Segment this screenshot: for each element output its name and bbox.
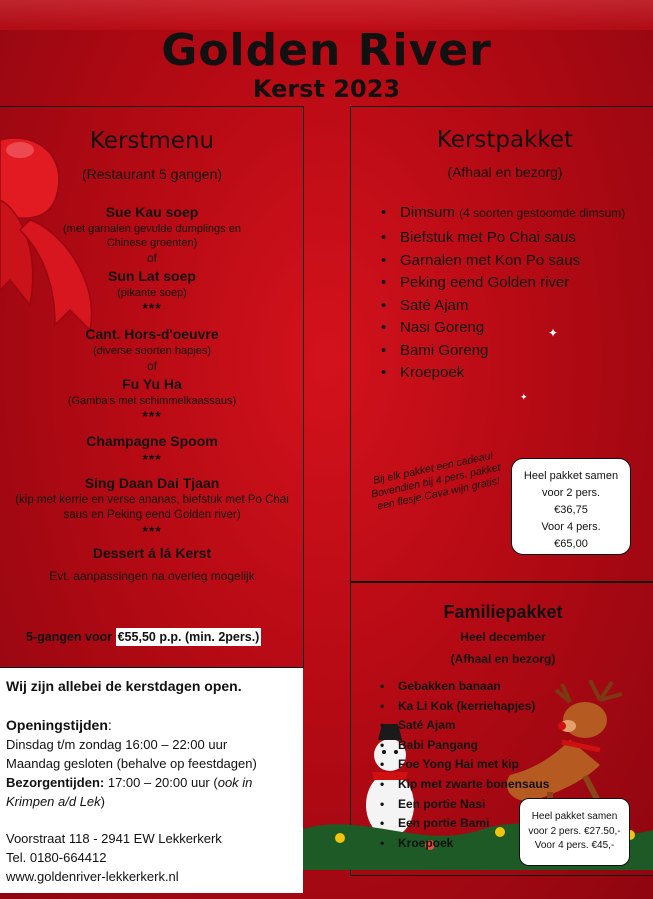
list-item: • Peking eend Golden river bbox=[373, 272, 643, 295]
info-box bbox=[0, 668, 303, 893]
kerstmenu-title: Kerstmenu bbox=[89, 128, 215, 154]
kerstmenu-courses bbox=[0, 202, 304, 584]
list-item: • Biefstuk met Po Chai saus bbox=[373, 227, 643, 250]
page-title: Golden River bbox=[161, 25, 492, 76]
list-item: • Garnalen met Kon Po saus bbox=[373, 250, 643, 273]
item-extra: (4 soorten gestoomde dimsum) bbox=[459, 206, 626, 220]
hours-line: Dinsdag t/m zondag 16:00 – 22:00 uur bbox=[6, 737, 228, 752]
course-or: of bbox=[146, 251, 157, 265]
course-separator: *** bbox=[142, 523, 162, 539]
delivery-label: Bezorgentijden: bbox=[6, 775, 105, 790]
price-line: Heel pakket samen bbox=[531, 811, 618, 822]
course-separator: *** bbox=[142, 451, 162, 467]
course-desc: (kip met kerrie en verse ananas, biefstuk met Po Chai saus en Peking eend Golden river) bbox=[15, 494, 289, 521]
course-desc: (pikante soep) bbox=[117, 287, 187, 299]
list-item: • Gebakken banaan bbox=[350, 677, 653, 697]
list-item: • Saté Ajam bbox=[373, 295, 643, 318]
course-separator: *** bbox=[142, 300, 162, 316]
kerstpakket-list bbox=[373, 204, 643, 385]
address: Voorstraat 118 - 2941 EW Lekkerkerk bbox=[6, 831, 222, 846]
gift-note: Bij elk pakket een cadeau! Bovendien bij 4 pers. pakket een flesje Cava wijn gratis! bbox=[370, 449, 502, 513]
course-desc: (met garnalen gevulde dumplings en Chinese groenten) bbox=[63, 223, 241, 249]
delivery-times bbox=[6, 773, 297, 811]
list-item: • Bami Goreng bbox=[373, 340, 643, 363]
delivery-time: 17:00 – 20:00 uur ( bbox=[104, 775, 218, 790]
familiepakket-title: Familiepakket bbox=[443, 602, 563, 622]
kerstmenu-price bbox=[26, 630, 261, 644]
course-name: Sun Lat soep bbox=[108, 268, 196, 284]
item-name: Dimsum bbox=[400, 204, 455, 221]
price-line: Heel pakket samen bbox=[523, 470, 619, 482]
price-line: voor 2 pers. €27.50,- bbox=[528, 825, 621, 837]
sparkle-icon: ✦ bbox=[520, 392, 528, 402]
hours-colon: : bbox=[107, 717, 112, 733]
course-name: Sing Daan Dai Tjaan bbox=[84, 475, 220, 491]
price-prefix: 5-gangen voor bbox=[26, 630, 113, 644]
open-days: Wij zijn allebei de kerstdagen open. bbox=[6, 678, 242, 694]
price-line: Voor 4 pers. bbox=[541, 521, 601, 533]
price-line: €36,75 bbox=[554, 504, 588, 516]
price-line: €65,00 bbox=[554, 538, 588, 550]
kerstmenu-subtitle: (Restaurant 5 gangen) bbox=[81, 166, 223, 182]
delivery-area: ook in Krimpen a/d Lek bbox=[6, 775, 253, 809]
sparkle-icon: ✦ bbox=[548, 326, 559, 340]
course-name: Fu Yu Ha bbox=[122, 376, 182, 392]
kerstmenu-note: Evt. aanpassingen na overleg mogelijk bbox=[49, 569, 255, 583]
list-item: • Een portie Nasi bbox=[350, 795, 653, 815]
page-subtitle: Kerst 2023 bbox=[252, 75, 401, 103]
list-item: • Foe Yong Hai met kip bbox=[350, 755, 653, 775]
list-item: • Een portie Bami bbox=[350, 814, 653, 834]
hours-line: Maandag gesloten (behalve op feestdagen) bbox=[6, 756, 257, 771]
phone: Tel. 0180-664412 bbox=[6, 850, 107, 865]
course-name: Cant. Hors-d'oeuvre bbox=[85, 326, 219, 342]
price-line: Voor 4 pers. €45,- bbox=[534, 840, 615, 851]
list-item: • Kroepoek bbox=[350, 834, 653, 854]
price-line: voor 2 pers. bbox=[541, 487, 601, 499]
price-highlight: €55,50 p.p. (min. 2pers.) bbox=[117, 630, 260, 644]
course-or: of bbox=[146, 359, 157, 373]
hours-heading bbox=[6, 715, 297, 735]
website-link[interactable]: www.goldenriver-lekkerkerk.nl bbox=[6, 869, 179, 884]
kerstpakket-pricebox bbox=[511, 458, 631, 555]
familiepakket-subtitle: Heel december bbox=[460, 630, 546, 644]
course-separator: *** bbox=[142, 408, 162, 424]
list-item: • Ka Li Kok (kerriehapjes) bbox=[350, 697, 653, 717]
delivery-close: ) bbox=[100, 794, 106, 809]
familiepakket-subtitle-2: (Afhaal en bezorg) bbox=[450, 652, 556, 666]
list-item: • Kroepoek bbox=[373, 362, 643, 385]
list-item: • Kip met zwarte bonensaus bbox=[350, 775, 653, 795]
list-item bbox=[373, 204, 643, 222]
list-item: • Saté Ajam bbox=[350, 716, 653, 736]
course-desc: (diverse soorten hapjes) bbox=[92, 345, 211, 357]
list-item: • Babi Pangang bbox=[350, 736, 653, 756]
course-name: Champagne Spoom bbox=[86, 433, 218, 449]
hours-title: Openingstijden bbox=[6, 717, 108, 733]
course-desc: (Gamba's met schimmelkaassaus) bbox=[67, 395, 237, 407]
list-item: • Nasi Goreng bbox=[373, 317, 643, 340]
course-name: Sue Kau soep bbox=[105, 204, 199, 220]
course-name: Dessert á lá Kerst bbox=[92, 545, 212, 561]
kerstpakket-title: Kerstpakket bbox=[436, 127, 574, 153]
familiepakket-pricebox bbox=[519, 798, 630, 866]
kerstpakket-subtitle: (Afhaal en bezorg) bbox=[447, 164, 563, 180]
